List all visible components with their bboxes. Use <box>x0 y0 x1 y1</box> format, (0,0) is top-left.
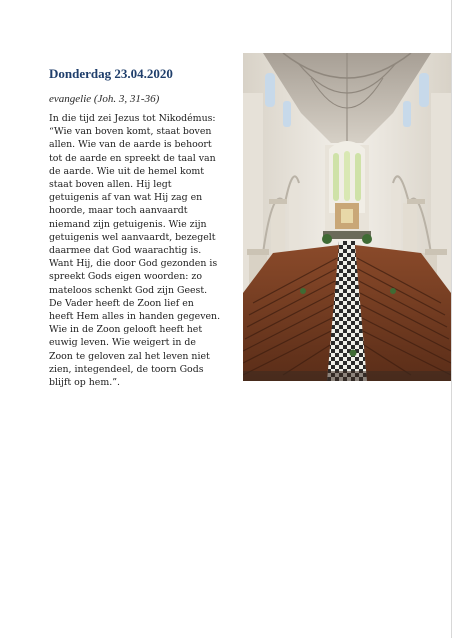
text-line: “Wie van boven komt, staat boven <box>49 126 212 138</box>
church-interior-illustration <box>243 53 451 381</box>
text-line: niemand zijn getuigenis. Wie zijn <box>49 218 207 230</box>
text-line: heeft Hem alles in handen gegeven. <box>49 311 221 323</box>
text-line: daarmee dat God waarachtig is. <box>49 245 202 257</box>
text-line: zien, integendeel, de toorn Gods <box>49 363 204 375</box>
text-line: de aarde. Wie uit de hemel komt <box>49 165 204 177</box>
gospel-text <box>49 112 239 389</box>
text-line: euwig leven. Wie weigert in de <box>49 337 196 349</box>
text-line: Wie in de Zoon gelooft heeft het <box>49 324 203 336</box>
text-line: spreekt Gods eigen woorden: zo <box>49 271 202 283</box>
text-line: getuigenis wel aanvaardt, bezegelt <box>49 231 216 243</box>
text-line: De Vader heeft de Zoon lief en <box>49 297 194 309</box>
text-line: hoorde, maar toch aanvaardt <box>49 205 188 217</box>
text-line: mateloos schenkt God zijn Geest. <box>49 284 208 296</box>
text-line: In die tijd zei Jezus tot Nikodémus: <box>49 113 216 124</box>
scripture-reference: evangelie (Joh. 3, 31-36) <box>49 93 160 105</box>
text-column <box>49 64 239 389</box>
church-interior-photo <box>243 53 451 381</box>
text-line: Want Hij, die door God gezonden is <box>49 258 218 270</box>
text-line: allen. Wie van de aarde is behoort <box>49 139 212 151</box>
text-line: getuigenis af van wat Hij zag en <box>49 192 203 204</box>
text-line: tot de aarde en spreekt de taal van <box>49 152 216 164</box>
text-line: blijft op hem.”. <box>49 377 120 389</box>
text-line: Zoon te geloven zal het leven niet <box>49 350 210 362</box>
text-line: staat boven allen. Hij legt <box>49 179 172 191</box>
page-title: Donderdag 23.04.2020 <box>49 66 173 81</box>
